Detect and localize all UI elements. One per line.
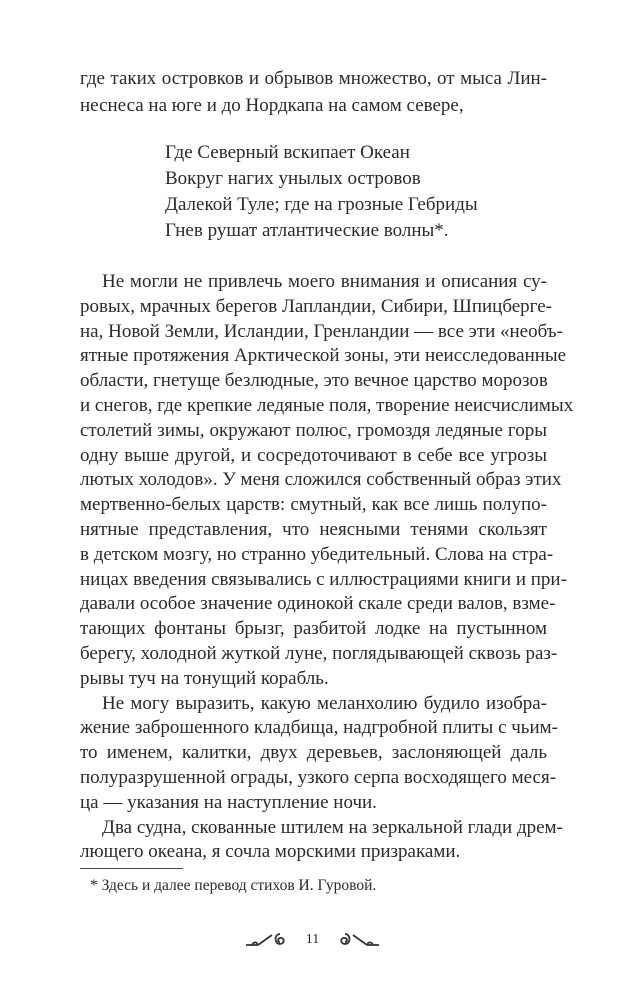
text-line: неснеса на юге и до Нордкапа на самом севере, [80,94,464,116]
poem-line: Далекой Туле; где на грозные Гебриды [165,194,478,215]
page-number: 11 [305,932,320,948]
text-line: тающих фонтаны брызг, разбитой лодке на пустынном [80,618,547,640]
footnote-divider [80,868,183,869]
body-text [80,270,574,865]
text-line: лющего океана, я сочла морскими призраками. [80,841,461,863]
text-line: жение заброшенного кладбища, надгробной плиты с чьим- [80,717,558,739]
page-folio [0,930,625,950]
text-line: нятные представления, что неясными тенями скользят [80,518,547,540]
text-line: Два судна, скованные штилем на зеркальной глади дрем- [102,816,563,838]
text-line: берегу, холодной жуткой луне, поглядывающей сквозь раз- [80,642,558,664]
text-line: где таких островков и обрывов множество, от мыса Лин- [80,68,547,89]
text-line: рывы туч на тонущий корабль. [80,667,329,689]
text-line: полуразрушенной ограды, узкого серпа восходящего меся- [80,766,557,788]
text-line: то именем, калитки, двух деревьев, заслоняющей даль [80,742,547,764]
poem-line: Где Северный вскипает Океан [165,142,410,163]
text-line: ницах введения связывались с иллюстрациями книги и при- [80,568,567,590]
text-line: лютых холодов». У меня сложился собственный образ этих [80,469,562,491]
text-line: ца — указания на наступление ночи. [80,791,377,813]
text-line: мертвенно-белых царств: смутный, как все лишь полупо- [80,494,547,516]
ornament-left-icon [244,930,294,950]
text-line: области, гнетуще безлюдные, это вечное царство морозов [80,370,548,392]
text-line: одну выше другой, и сосредоточивают в себе все угрозы [80,444,547,466]
lead-text [80,66,547,120]
text-line: ятные протяжения Арктической зоны, эти неисследованные [80,345,567,367]
text-line: и снегов, где крепкие ледяные поля, творение неисчислимых [80,394,574,416]
ornament-right-icon [331,930,381,950]
footnote: * Здесь и далее перевод стихов И. Гуровой. [90,877,377,894]
text-line: на, Новой Земли, Исландии, Гренландии — все эти «необъ- [80,320,563,342]
poem-line: Вокруг нагих унылых островов [165,168,421,189]
text-line: давали особое значение одинокой скале среди валов, взме- [80,593,556,615]
text-line: Не могу выразить, какую меланхолию будило изобра- [102,692,547,714]
text-line: Не могли не привлечь моего внимания и описания су- [102,271,547,292]
text-line: в детском мозгу, но странно убедительный. Слова на стра- [80,543,554,565]
poem-line: Гнев рушат атлантические волны*. [165,220,449,241]
poem-quote [165,140,478,244]
text-line: столетий зимы, окружают полюс, громоздя ледяные горы [80,419,547,441]
text-line: ровых, мрачных берегов Лапландии, Сибири, Шпицберге- [80,295,552,317]
